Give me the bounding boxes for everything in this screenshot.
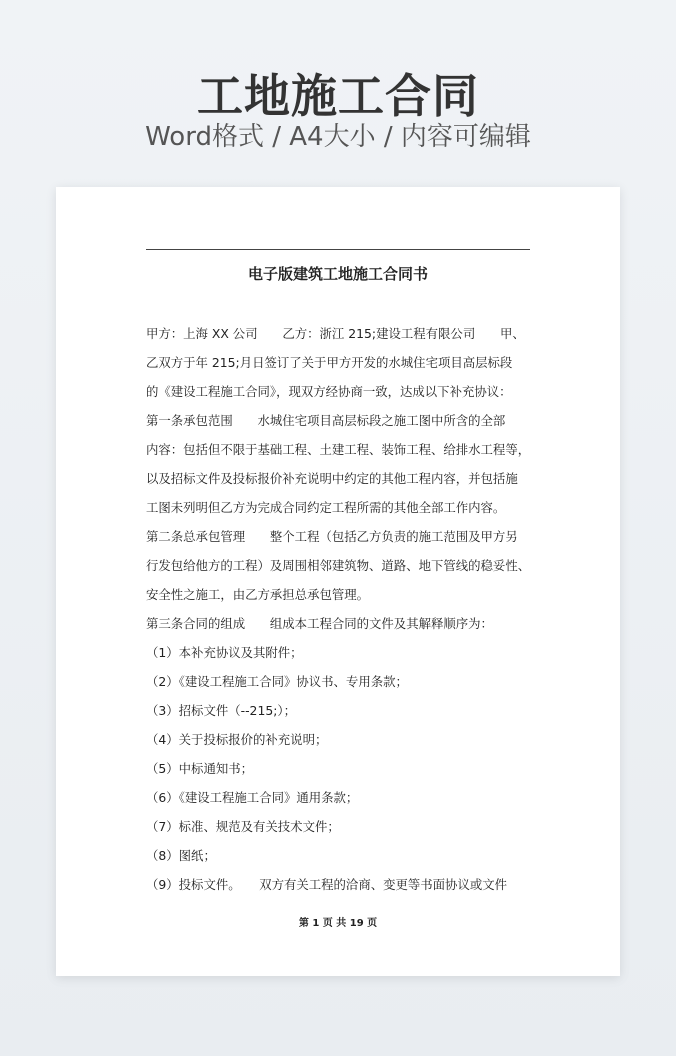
body-line: 安全性之施工，由乙方承担总承包管理。: [146, 587, 370, 602]
document-body: [146, 319, 530, 899]
document-page: [56, 187, 620, 976]
body-line: 行发包给他方的工程）及周围相邻建筑物、道路、地下管线的稳妥性、: [146, 558, 530, 573]
banner-title: 工地施工合同: [197, 69, 479, 123]
body-line: （8）图纸；: [146, 848, 216, 863]
body-line: 以及招标文件及投标报价补充说明中约定的其他工程内容，并包括施: [146, 471, 518, 486]
body-line: （4）关于投标报价的补充说明；: [146, 732, 328, 747]
document-title: 电子版建筑工地施工合同书: [247, 265, 428, 283]
body-line: （3）招标文件（--215;）；: [146, 703, 296, 718]
body-line: （9）投标文件。 双方有关工程的洽商、变更等书面协议或文件: [146, 877, 508, 892]
body-line: 第二条总承包管理 整个工程（包括乙方负责的施工范围及甲方另: [146, 529, 518, 544]
page-footer: 第 1 页 共 19 页: [298, 918, 378, 929]
banner-subtitle: Word格式 / A4大小 / 内容可编辑: [145, 122, 531, 152]
body-line: 乙双方于年 215;月日签订了关于甲方开发的水城住宅项目高层标段: [146, 355, 513, 370]
body-line: 内容：包括但不限于基础工程、土建工程、装饰工程、给排水工程等，: [146, 442, 530, 457]
body-line: 第三条合同的组成 组成本工程合同的文件及其解释顺序为：: [146, 616, 493, 631]
body-line: （2）《建设工程施工合同》协议书、专用条款；: [146, 674, 408, 689]
body-line: 第一条承包范围 水城住宅项目高层标段之施工图中所含的全部: [146, 413, 506, 428]
body-line: 的《建设工程施工合同》，现双方经协商一致，达成以下补充协议：: [146, 384, 512, 399]
body-line: （7）标准、规范及有关技术文件；: [146, 819, 340, 834]
body-line: （1）本补充协议及其附件；: [146, 645, 303, 660]
body-line: 工图未列明但乙方为完成合同约定工程所需的其他全部工作内容。: [146, 500, 506, 515]
body-line: （5）中标通知书；: [146, 761, 254, 776]
body-line: （6）《建设工程施工合同》通用条款；: [146, 790, 359, 805]
body-line: 甲方：上海 XX 公司 乙方：浙江 215;建设工程有限公司 甲、: [146, 326, 525, 341]
header-rule: [146, 249, 530, 250]
